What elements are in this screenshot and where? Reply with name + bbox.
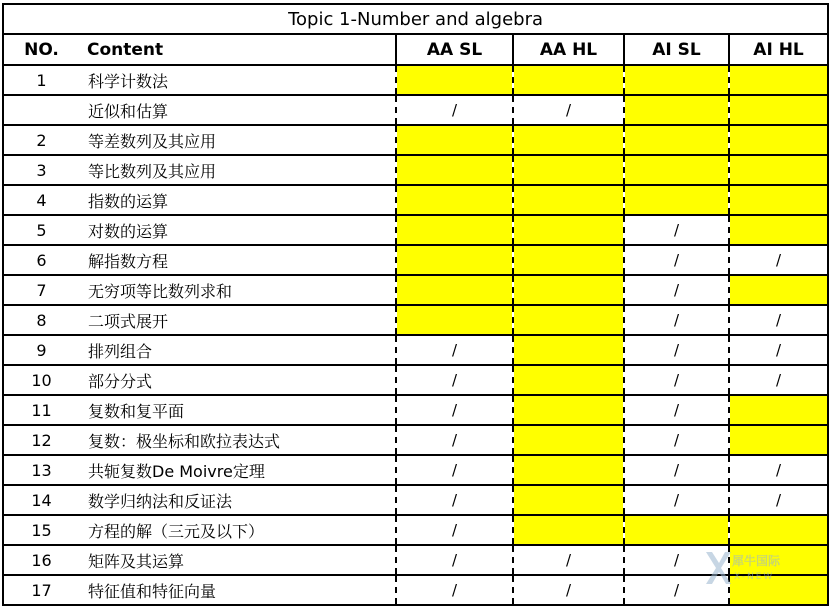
table-row — [3, 65, 828, 95]
cell-ai-hl — [729, 395, 828, 425]
cell-ai-sl: / — [624, 485, 729, 515]
row-content: 矩阵及其运算 — [79, 545, 396, 575]
cell-aa-sl — [396, 155, 513, 185]
cell-aa-sl: / — [396, 485, 513, 515]
cell-aa-hl — [513, 515, 624, 545]
cell-aa-hl — [513, 395, 624, 425]
row-content: 共轭复数De Moivre定理 — [79, 455, 396, 485]
row-number: 3 — [3, 155, 79, 185]
row-number: 8 — [3, 305, 79, 335]
cell-ai-sl: / — [624, 215, 729, 245]
cell-ai-hl — [729, 155, 828, 185]
table-row — [3, 455, 828, 485]
cell-aa-hl — [513, 425, 624, 455]
cell-ai-sl — [624, 155, 729, 185]
row-content: 数学归纳法和反证法 — [79, 485, 396, 515]
row-content: 特征值和特征向量 — [79, 575, 396, 605]
header-ai-hl: AI HL — [729, 34, 828, 65]
cell-ai-sl: / — [624, 455, 729, 485]
row-content: 解指数方程 — [79, 245, 396, 275]
cell-ai-hl: / — [729, 335, 828, 365]
cell-ai-sl — [624, 125, 729, 155]
row-number: 2 — [3, 125, 79, 155]
cell-aa-hl — [513, 275, 624, 305]
table-row — [3, 275, 828, 305]
row-number: 7 — [3, 275, 79, 305]
table-row — [3, 215, 828, 245]
row-number: 14 — [3, 485, 79, 515]
cell-ai-sl — [624, 515, 729, 545]
table-row — [3, 335, 828, 365]
cell-ai-sl: / — [624, 425, 729, 455]
row-content: 科学计数法 — [79, 65, 396, 95]
cell-aa-sl — [396, 125, 513, 155]
cell-aa-sl — [396, 185, 513, 215]
row-number: 17 — [3, 575, 79, 605]
cell-ai-hl — [729, 275, 828, 305]
cell-aa-sl — [396, 215, 513, 245]
cell-aa-hl — [513, 215, 624, 245]
cell-aa-hl — [513, 335, 624, 365]
header-ai-sl: AI SL — [624, 34, 729, 65]
table-row — [3, 245, 828, 275]
cell-ai-hl — [729, 515, 828, 545]
row-number: 13 — [3, 455, 79, 485]
row-number: 11 — [3, 395, 79, 425]
syllabus-table-container — [2, 3, 829, 606]
cell-aa-sl: / — [396, 335, 513, 365]
row-content: 方程的解（三元及以下） — [79, 515, 396, 545]
header-aa-hl: AA HL — [513, 34, 624, 65]
header-aa-sl: AA SL — [396, 34, 513, 65]
cell-ai-hl: / — [729, 305, 828, 335]
table-body — [3, 65, 828, 605]
cell-aa-sl: / — [396, 515, 513, 545]
row-number: 16 — [3, 545, 79, 575]
cell-aa-sl: / — [396, 95, 513, 125]
cell-aa-hl — [513, 65, 624, 95]
cell-aa-hl — [513, 305, 624, 335]
row-content: 复数：极坐标和欧拉表达式 — [79, 425, 396, 455]
cell-ai-sl — [624, 95, 729, 125]
row-content: 部分分式 — [79, 365, 396, 395]
cell-aa-hl — [513, 485, 624, 515]
cell-ai-hl — [729, 125, 828, 155]
table-title: Topic 1-Number and algebra — [3, 4, 828, 34]
row-content: 等比数列及其应用 — [79, 155, 396, 185]
row-content: 近似和估算 — [79, 95, 396, 125]
cell-ai-hl — [729, 425, 828, 455]
row-number: 6 — [3, 245, 79, 275]
row-content: 排列组合 — [79, 335, 396, 365]
row-number: 5 — [3, 215, 79, 245]
table-row — [3, 425, 828, 455]
watermark-text: 犀牛国际 — [732, 554, 781, 568]
cell-ai-hl — [729, 185, 828, 215]
row-content: 等差数列及其应用 — [79, 125, 396, 155]
cell-aa-hl — [513, 365, 624, 395]
cell-aa-sl — [396, 305, 513, 335]
cell-aa-sl — [396, 65, 513, 95]
cell-ai-hl — [729, 575, 828, 605]
syllabus-table — [2, 3, 829, 606]
row-number: 9 — [3, 335, 79, 365]
table-row — [3, 95, 828, 125]
cell-ai-sl: / — [624, 395, 729, 425]
cell-aa-hl — [513, 125, 624, 155]
table-row — [3, 485, 828, 515]
cell-aa-hl — [513, 155, 624, 185]
cell-ai-sl: / — [624, 545, 729, 575]
cell-ai-hl — [729, 215, 828, 245]
table-row — [3, 305, 828, 335]
table-row — [3, 125, 828, 155]
cell-ai-hl — [729, 545, 828, 575]
row-content: 无穷项等比数列求和 — [79, 275, 396, 305]
row-number: 10 — [3, 365, 79, 395]
cell-ai-hl: / — [729, 485, 828, 515]
cell-ai-sl: / — [624, 245, 729, 275]
row-number — [3, 95, 79, 125]
cell-ai-sl: / — [624, 575, 729, 605]
row-content: 对数的运算 — [79, 215, 396, 245]
cell-aa-sl: / — [396, 395, 513, 425]
cell-aa-hl: / — [513, 575, 624, 605]
cell-aa-sl: / — [396, 545, 513, 575]
cell-aa-hl: / — [513, 545, 624, 575]
cell-ai-hl — [729, 95, 828, 125]
cell-aa-sl: / — [396, 365, 513, 395]
row-number: 1 — [3, 65, 79, 95]
cell-ai-sl: / — [624, 335, 729, 365]
table-row — [3, 155, 828, 185]
row-content: 复数和复平面 — [79, 395, 396, 425]
cell-aa-sl — [396, 275, 513, 305]
table-row — [3, 515, 828, 545]
watermark-subtext: X-NEW — [734, 572, 775, 582]
row-number: 15 — [3, 515, 79, 545]
header-row — [3, 34, 828, 65]
row-content: 指数的运算 — [79, 185, 396, 215]
cell-aa-hl: / — [513, 95, 624, 125]
header-no: NO. — [3, 34, 79, 65]
cell-ai-hl: / — [729, 365, 828, 395]
table-row — [3, 575, 828, 605]
cell-ai-sl: / — [624, 275, 729, 305]
cell-ai-sl — [624, 185, 729, 215]
cell-aa-sl: / — [396, 575, 513, 605]
row-number: 4 — [3, 185, 79, 215]
cell-aa-hl — [513, 245, 624, 275]
cell-ai-hl: / — [729, 245, 828, 275]
row-number: 12 — [3, 425, 79, 455]
cell-aa-hl — [513, 455, 624, 485]
cell-ai-hl: / — [729, 455, 828, 485]
cell-ai-sl: / — [624, 305, 729, 335]
table-row — [3, 545, 828, 575]
table-row — [3, 185, 828, 215]
cell-ai-sl: / — [624, 365, 729, 395]
row-content: 二项式展开 — [79, 305, 396, 335]
cell-aa-hl — [513, 185, 624, 215]
cell-aa-sl: / — [396, 455, 513, 485]
cell-ai-hl — [729, 65, 828, 95]
table-row — [3, 395, 828, 425]
header-content: Content — [79, 34, 396, 65]
table-row — [3, 365, 828, 395]
cell-aa-sl: / — [396, 425, 513, 455]
cell-aa-sl — [396, 245, 513, 275]
cell-ai-sl — [624, 65, 729, 95]
